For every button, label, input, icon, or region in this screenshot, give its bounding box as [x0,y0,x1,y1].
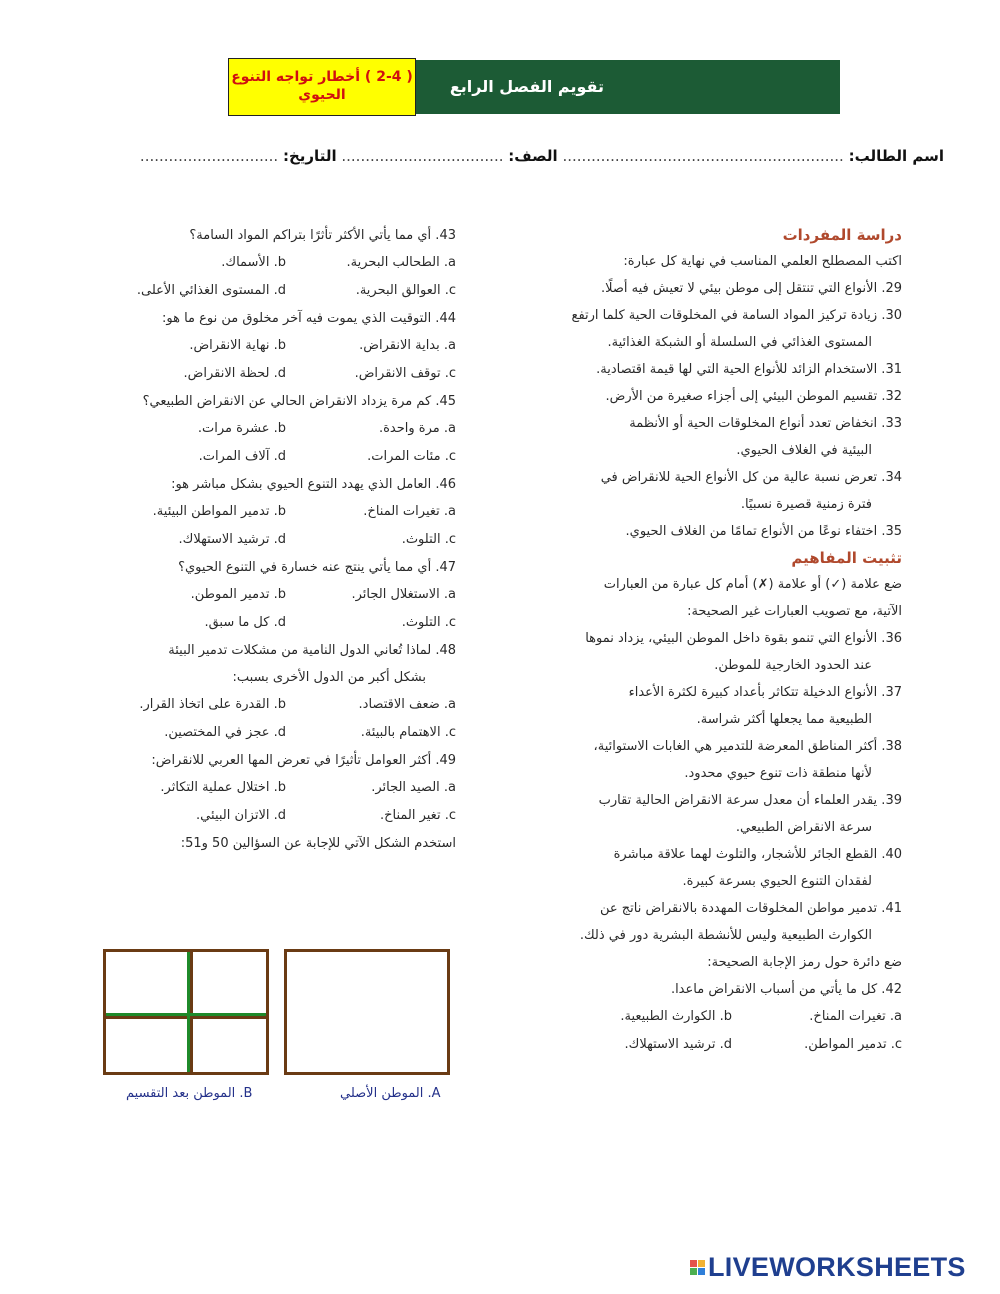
question-49: 49. أكثر العوامل تأثيرًا في تعرض المها العربي للانقراض: [151,753,456,768]
date-label: التاريخ: [282,147,337,165]
option-c[interactable]: c. الاهتمام بالبيئة. [360,725,456,740]
option-d[interactable]: d. ترشيد الاستهلاك. [624,1037,732,1052]
fragmented-habitat-figure [103,949,269,1075]
option-d[interactable]: d. آلاف المرات. [198,449,286,464]
question-39-cont: سرعة الانقراض الطبيعي. [735,820,872,835]
question-37: 37. الأنواع الدخيلة تتكاثر بأعداد كبيرة لكثرة الأعداء [628,685,902,700]
option-d[interactable]: d. كل ما سبق. [204,615,286,630]
right-column [538,222,902,1059]
option-c[interactable]: c. توقف الانقراض. [354,366,456,381]
vocab-instruction: اكتب المصطلح العلمي المناسب في نهاية كل عبارة: [623,254,902,269]
habitat-diagram [100,944,452,1056]
option-d[interactable]: d. عجز في المختصين. [164,725,286,740]
option-b[interactable]: b. عشرة مرات. [197,421,286,436]
divider-vertical [190,952,193,1072]
date-field[interactable]: ............................. [139,147,279,165]
question-45: 45. كم مرة يزداد الانقراض الحالي عن الانقراض الطبيعي؟ [142,394,456,409]
option-d[interactable]: d. المستوى الغذائي الأعلى. [136,283,286,298]
lesson-tag: ( 2-4 ) أخطار تواجه التنوع الحيوي [228,58,416,116]
question-34: 34. تعرض نسبة عالية من كل الأنواع الحية للانقراض في [600,470,902,485]
option-b[interactable]: b. الكوارث الطبيعية. [620,1009,732,1024]
class-field[interactable]: .................................. [341,147,504,165]
concepts-heading: تثبيت المفاهيم [791,549,902,567]
question-47-options-row2 [92,609,456,637]
question-42-options-row2 [538,1031,902,1059]
figure-label-b: B. الموطن بعد التقسيم [126,1086,253,1101]
question-33-cont: البيئية في الغلاف الحيوي. [736,443,872,458]
option-c[interactable]: c. العوالق البحرية. [355,283,456,298]
option-c[interactable]: c. التلوث. [401,615,456,630]
question-29: 29. الأنواع التي تنتقل إلى موطن بيئي لا تعيش فيه أصلًا. [600,281,902,296]
question-43-options-row1 [92,249,456,277]
question-43: 43. أي مما يأتي الأكثر تأثرًا بتراكم المواد السامة؟ [189,228,456,243]
option-a[interactable]: a. مرة واحدة. [378,421,456,436]
question-40: 40. القطع الجائر للأشجار، والتلوث لهما علاقة مباشرة [613,847,902,862]
divider-vertical-green [187,952,190,1072]
question-36: 36. الأنواع التي تنمو بقوة داخل الموطن البيئي، يزداد نموها [585,631,902,646]
question-47: 47. أي مما يأتي ينتج عنه خسارة في التنوع الحيوي؟ [178,560,456,575]
divider-horizontal-green [106,1013,266,1016]
option-b[interactable]: b. تدمير الموطن. [190,587,286,602]
question-46-options-row2 [92,526,456,554]
concepts-instruction: ضع علامة (✓) أو علامة (✗) أمام كل عبارة من العبارات [603,577,902,592]
option-d[interactable]: d. لحظة الانقراض. [183,366,286,381]
circle-instruction: ضع دائرة حول رمز الإجابة الصحيحة: [707,955,902,970]
question-46: 46. العامل الذي يهدد التنوع الحيوي بشكل مباشر هو: [171,477,456,492]
class-label: الصف: [508,147,558,165]
option-a[interactable]: a. الاستغلال الجائر. [351,587,456,602]
figure-instruction: استخدم الشكل الآتي للإجابة عن السؤالين 50 و51: [180,836,456,851]
question-46-options-row1 [92,498,456,526]
question-34-cont: فترة زمنية قصيرة نسبيًا. [740,497,872,512]
question-32: 32. تقسيم الموطن البيئي إلى أجزاء صغيرة من الأرض. [605,389,902,404]
option-a[interactable]: a. الصيد الجائر. [371,780,456,795]
question-38-cont: لأنها منطقة ذات تنوع حيوي محدود. [684,766,872,781]
student-info-line [58,147,944,165]
figure-label-a: A. الموطن الأصلي [340,1086,441,1101]
option-b[interactable]: b. القدرة على اتخاذ القرار. [139,697,286,712]
option-b[interactable]: b. تدمير المواطن البيئية. [152,504,286,519]
question-44: 44. التوقيت الذي يموت فيه آخر مخلوق من نوع ما هو: [162,311,456,326]
option-a[interactable]: a. تغيرات المناخ. [363,504,456,519]
question-40-cont: لفقدان التنوع الحيوي بسرعة كبيرة. [682,874,872,889]
option-a[interactable]: a. تغيرات المناخ. [809,1009,902,1024]
question-48-options-row1 [92,691,456,719]
liveworksheets-logo [690,1252,966,1283]
option-b[interactable]: b. نهاية الانقراض. [189,338,286,353]
option-a[interactable]: a. بداية الانقراض. [359,338,456,353]
question-43-options-row2 [92,277,456,305]
liveworksheets-logo-icon [690,1260,705,1275]
question-45-options-row1 [92,415,456,443]
question-48-cont: بشكل أكبر من الدول الأخرى بسبب: [232,670,426,685]
option-d[interactable]: d. ترشيد الاستهلاك. [178,532,286,547]
question-44-options-row2 [92,360,456,388]
question-48: 48. لماذا تُعاني الدول النامية من مشكلات تدمير البيئة [168,643,456,658]
concepts-instruction-cont: الآتية، مع تصويب العبارات غير الصحيحة: [687,604,902,619]
student-name-field[interactable]: ........................................................... [562,147,844,165]
option-a[interactable]: a. الطحالب البحرية. [346,255,456,270]
question-45-options-row2 [92,443,456,471]
option-b[interactable]: b. الأسماك. [221,255,286,270]
student-name-label: اسم الطالب: [848,147,944,165]
option-c[interactable]: c. تغير المناخ. [379,808,456,823]
question-31: 31. الاستخدام الزائد للأنواع الحية التي لها قيمة اقتصادية. [596,362,902,377]
question-42-options-row1 [538,1003,902,1031]
original-habitat-figure [284,949,450,1075]
question-41-cont: الكوارث الطبيعية وليس للأنشطة البشرية دور في ذلك. [579,928,872,943]
question-42: 42. كل ما يأتي من أسباب الانقراض ماعدا. [670,982,902,997]
vocab-heading: دراسة المفردات [782,226,902,244]
question-37-cont: الطبيعية مما يجعلها أكثر شراسة. [696,712,872,727]
option-b[interactable]: b. اختلال عملية التكاثر. [160,780,286,795]
question-41: 41. تدمير مواطن المخلوقات المهددة بالانقراض ناتج عن [600,901,902,916]
question-33: 33. انخفاض تعدد أنواع المخلوقات الحية أو الأنظمة [629,416,902,431]
question-49-options-row1 [92,774,456,802]
chapter-title: تقويم الفصل الرابع [449,77,604,96]
question-38: 38. أكثر المناطق المعرضة للتدمير هي الغابات الاستوائية، [593,739,902,754]
question-30: 30. زيادة تركيز المواد السامة في المخلوقات الحية كلما ارتفع [571,308,902,323]
chapter-title-bar [416,60,840,114]
question-47-options-row1 [92,581,456,609]
question-49-options-row2 [92,802,456,830]
question-35: 35. اختفاء نوعًا من الأنواع تمامًا من الغلاف الحيوي. [625,524,902,539]
question-48-options-row2 [92,719,456,747]
liveworksheets-brand: LIVEWORKSHEETS [708,1252,966,1282]
option-d[interactable]: d. الاتزان البيئي. [196,808,286,823]
option-a[interactable]: a. ضعف الاقتصاد. [358,697,456,712]
question-39: 39. يقدر العلماء أن معدل سرعة الانقراض الحالية تقارب [598,793,902,808]
option-c[interactable]: c. تدمير المواطن. [804,1037,902,1052]
divider-horizontal [106,1016,266,1019]
option-c[interactable]: c. مئات المرات. [367,449,456,464]
question-30-cont: المستوى الغذائي في السلسلة أو الشبكة الغذائية. [607,335,872,350]
question-44-options-row1 [92,332,456,360]
question-36-cont: عند الحدود الخارجية للموطن. [714,658,872,673]
option-c[interactable]: c. التلوث. [401,532,456,547]
left-column [92,222,456,857]
